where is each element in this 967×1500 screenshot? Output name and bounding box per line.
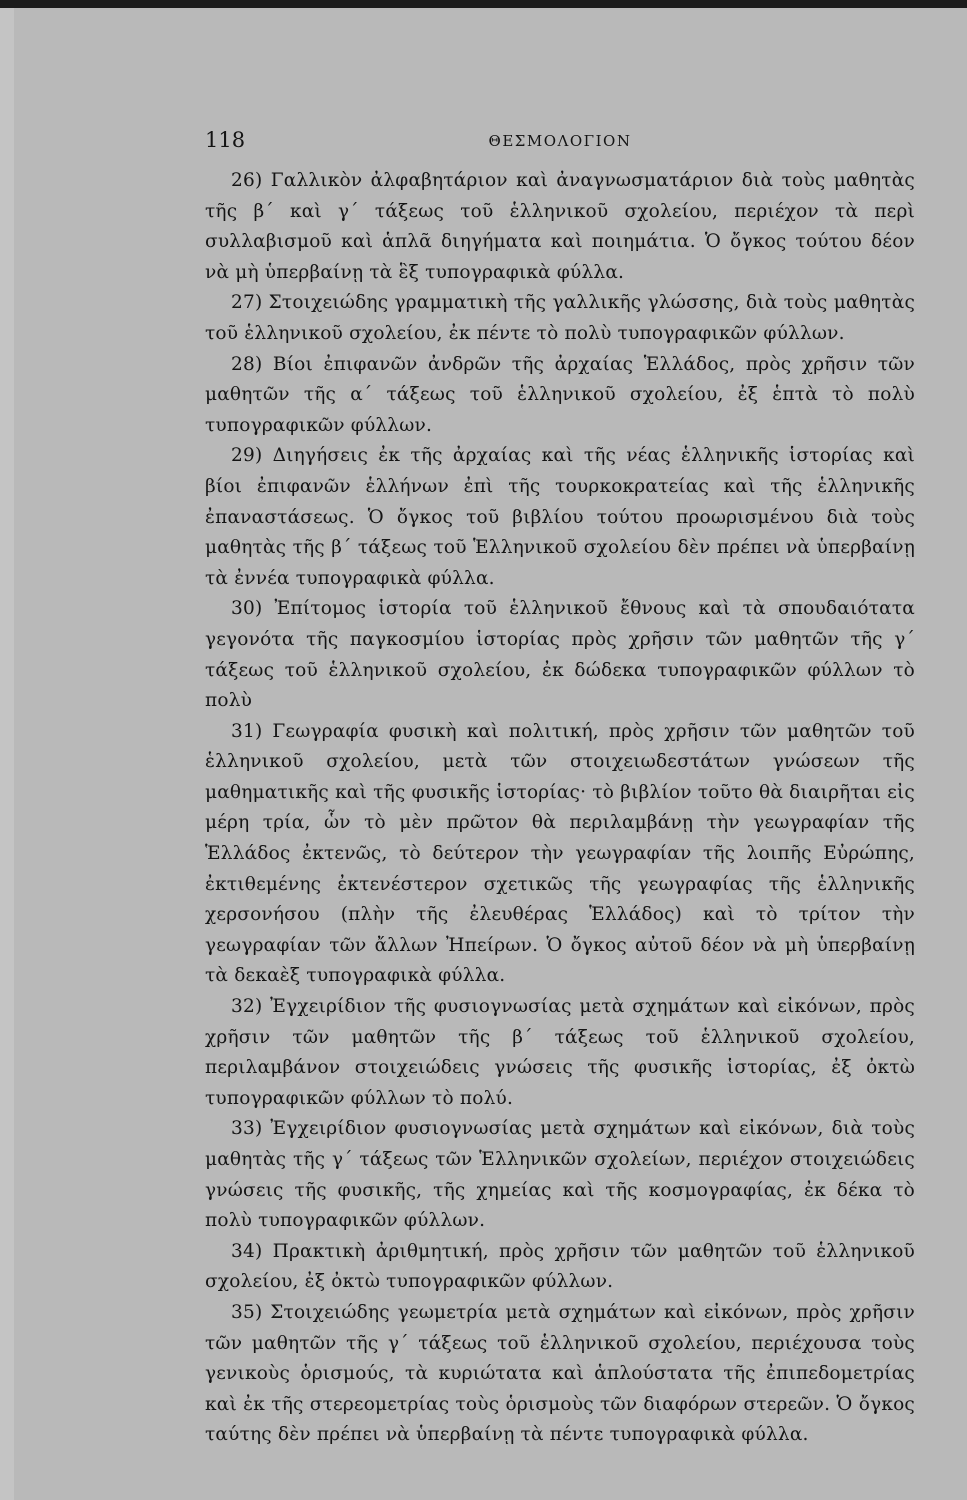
page-header bbox=[205, 128, 915, 154]
text-body bbox=[205, 166, 915, 1451]
running-title: ΘΕΣΜΟΛΟΓΙΟΝ bbox=[488, 132, 632, 150]
entry-33: 33) Ἐγχειρίδιον φυσιογνωσίας μετὰ σχημάτων καὶ εἰκόνων, διὰ τοὺς μαθητὰς τῆς γ΄ τάξεως τῶν Ἑλληνικῶν σχολείων, περιέχον στοιχειώδεις γνώσεις τῆς φυσικῆς, τῆς χημείας καὶ τῆς κοσμογραφίας, ἐκ δέκα τὸ πολὺ τυπογραφικῶν φύλλων. bbox=[205, 1118, 915, 1232]
entry-26: 26) Γαλλικὸν ἀλφαβητάριον καὶ ἀναγνωσματάριον διὰ τοὺς μαθητὰς τῆς β΄ καὶ γ΄ τάξεως τοῦ ἑλληνικοῦ σχολείου, περιέχον τὰ περὶ συλλαβισμοῦ καὶ ἁπλᾶ διηγήματα καὶ ποιημάτια. Ὁ ὄγκος τούτου δέον νὰ μὴ ὑπερβαίνῃ τὰ ἓξ τυπογραφικὰ φύλλα. bbox=[205, 170, 915, 283]
entry-31: 31) Γεωγραφία φυσικὴ καὶ πολιτική, πρὸς χρῆσιν τῶν μαθητῶν τοῦ ἑλληνικοῦ σχολείου, μετὰ τῶν στοιχειωδεστάτων γνώσεων τῆς μαθηματικῆς καὶ τῆς φυσικῆς ἱστορίας· τὸ βιβλίον τοῦτο θὰ διαιρῆται εἰς μέρη τρία, ὧν τὸ μὲν πρῶτον θὰ περιλαμβάνῃ τὴν γεωγραφίαν τῆς Ἑλλάδος ἐκτενῶς, τὸ δεύτερον τὴν γεωγραφίαν τῆς λοιπῆς Εὐρώπης, ἐκτιθεμένης ἐκτενέστερον σχετικῶς τῆς γεωγραφίας τῆς ἑλληνικῆς χερσονήσου (πλὴν τῆς ἐλευθέρας Ἑλλάδος) καὶ τὸ τρίτον τὴν γεωγραφίαν τῶν ἄλλων Ἠπείρων. Ὁ ὄγκος αὐτοῦ δέον νὰ μὴ ὑπερβαίνῃ τὰ δεκαὲξ τυπογραφικὰ φύλλα. bbox=[205, 720, 915, 987]
entry-35: 35) Στοιχειώδης γεωμετρία μετὰ σχημάτων καὶ εἰκόνων, πρὸς χρῆσιν τῶν μαθητῶν τῆς γ΄ τάξεως τοῦ ἑλληνικοῦ σχολείου, περιέχουσα τοὺς γενικοὺς ὁρισμούς, τὰ κυριώτατα καὶ ἁπλούστατα τῆς ἐπιπεδομετρίας καὶ ἐκ τῆς στερεομετρίας τοὺς ὁρισμοὺς τῶν διαφόρων στερεῶν. Ὁ ὄγκος ταύτης δὲν πρέπει νὰ ὑπερβαίνῃ τὰ πέντε τυπογραφικὰ φύλλα. bbox=[205, 1301, 915, 1446]
entry-32: 32) Ἐγχειρίδιον τῆς φυσιογνωσίας μετὰ σχημάτων καὶ εἰκόνων, πρὸς χρῆσιν τῶν μαθητῶν τῆς β΄ τάξεως τοῦ ἑλληνικοῦ σχολείου, περιλαμβάνον στοιχειώδεις γνώσεις τῆς φυσικῆς ἱστορίας, ἐξ ὀκτὼ τυπογραφικῶν φύλλων τὸ πολύ. bbox=[205, 996, 915, 1109]
entry-29: 29) Διηγήσεις ἐκ τῆς ἀρχαίας καὶ τῆς νέας ἑλληνικῆς ἱστορίας καὶ βίοι ἐπιφανῶν ἑλλήνων ἐπὶ τῆς τουρκοκρατείας καὶ τῆς ἑλληνικῆς ἐπαναστάσεως. Ὁ ὄγκος τοῦ βιβλίου τούτου προωρισμένου διὰ τοὺς μαθητὰς τῆς β΄ τάξεως τοῦ Ἑλληνικοῦ σχολείου δὲν πρέπει νὰ ὑπερβαίνῃ τὰ ἐννέα τυπογραφικὰ φύλλα. bbox=[205, 445, 915, 589]
entry-27: 27) Στοιχειώδης γραμματικὴ τῆς γαλλικῆς γλώσσης, διὰ τοὺς μαθητὰς τοῦ ἑλληνικοῦ σχολείου, ἐκ πέντε τὸ πολὺ τυπογραφικῶν φύλλων. bbox=[205, 292, 915, 344]
entry-28: 28) Βίοι ἐπιφανῶν ἀνδρῶν τῆς ἀρχαίας Ἑλλάδος, πρὸς χρῆσιν τῶν μαθητῶν τῆς α΄ τάξεως τοῦ ἑλληνικοῦ σχολείου, ἐξ ἑπτὰ τὸ πολὺ τυπογραφικῶν φύλλων. bbox=[205, 353, 915, 436]
page-number: 118 bbox=[205, 128, 246, 152]
entry-34: 34) Πρακτικὴ ἀριθμητική, πρὸς χρῆσιν τῶν μαθητῶν τοῦ ἑλληνικοῦ σχολείου, ἐξ ὀκτὼ τυπογραφικῶν φύλλων. bbox=[205, 1240, 915, 1293]
scan-edge bbox=[0, 0, 967, 8]
entry-30: 30) Ἐπίτομος ἱστορία τοῦ ἑλληνικοῦ ἔθνους καὶ τὰ σπουδαιότατα γεγονότα τῆς παγκοσμίου ἱστορίας πρὸς χρῆσιν τῶν μαθητῶν τῆς γ΄ τάξεως τοῦ ἑλληνικοῦ σχολείου, ἐκ δώδεκα τυπογραφικῶν φύλλων τὸ πολὺ bbox=[205, 598, 915, 712]
